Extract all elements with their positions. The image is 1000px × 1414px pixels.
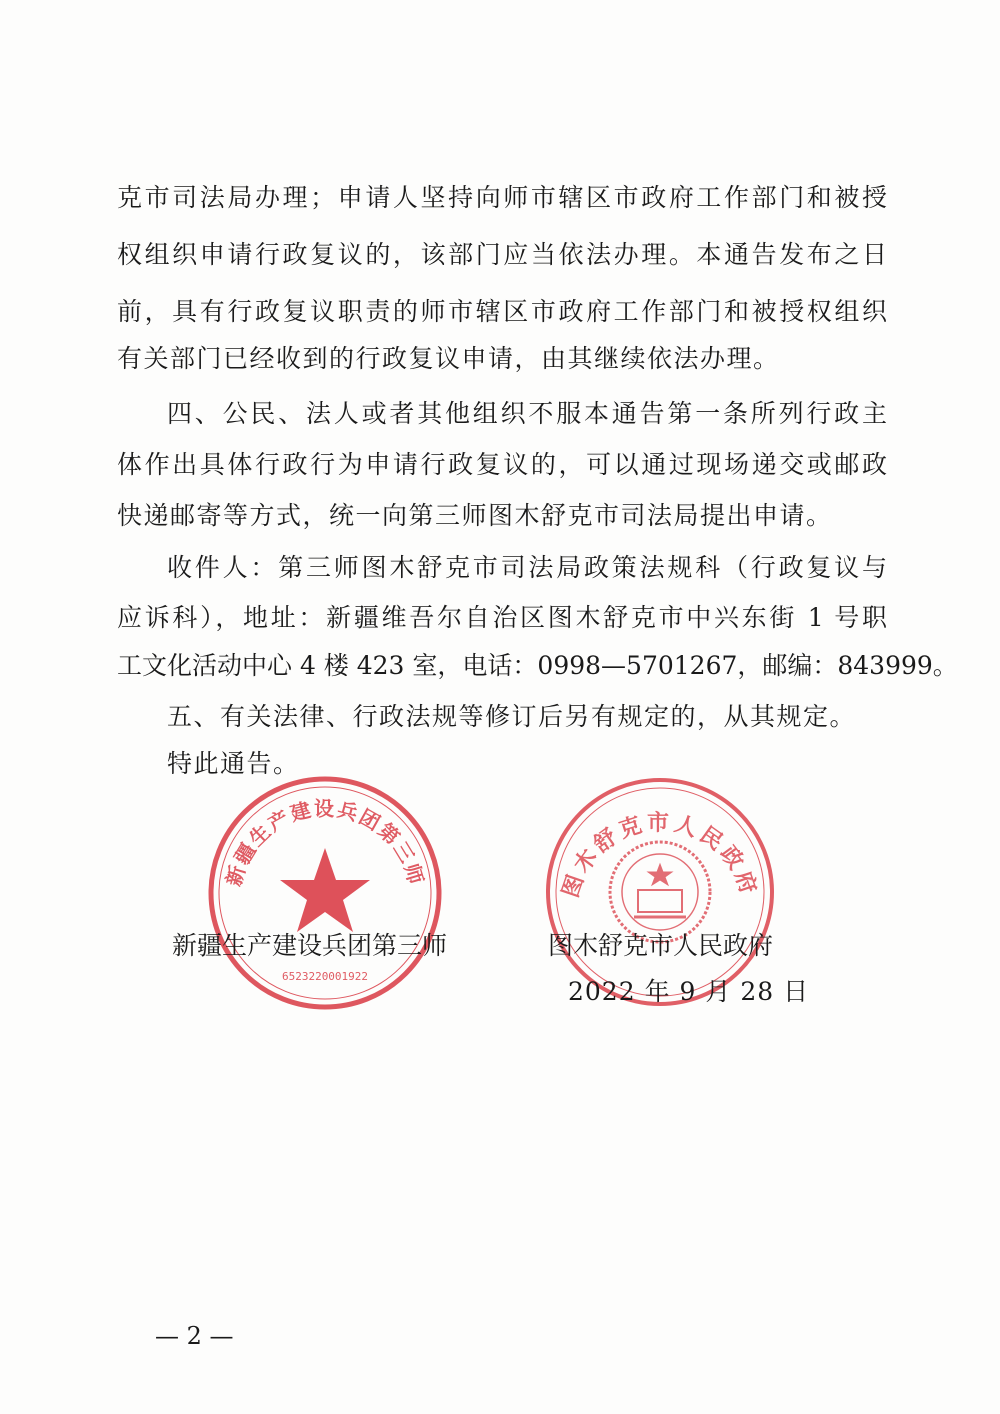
left-official-seal	[200, 768, 450, 1018]
body-line-7: 快递邮寄等方式，统一向第三师图木舒克市司法局提出申请。	[117, 501, 833, 530]
body-line-12: 特此通告。	[167, 749, 300, 778]
body-line-2: 权组织申请行政复议的，该部门应当依法办理。本通告发布之日	[117, 240, 887, 269]
left-seal-text: 新疆生产建设兵团第三师	[221, 796, 429, 889]
body-line-1: 克市司法局办理；申请人坚持向师市辖区市政府工作部门和被授	[117, 183, 887, 212]
body-line-9: 应诉科），地址：新疆维吾尔自治区图木舒克市中兴东街 1 号职	[117, 603, 887, 632]
body-line-6: 体作出具体行政行为申请行政复议的，可以通过现场递交或邮政	[117, 450, 887, 479]
left-seal-code: 6523220001922	[281, 970, 369, 983]
right-signature: 图木舒克市人民政府	[548, 931, 774, 960]
body-line-8: 收件人：第三师图木舒克市司法局政策法规科（行政复议与	[167, 553, 887, 582]
signature-date: 2022 年 9 月 28 日	[568, 977, 810, 1006]
body-line-11: 五、有关法律、行政法规等修订后另有规定的，从其规定。	[167, 702, 857, 731]
body-line-3: 前，具有行政复议职责的师市辖区市政府工作部门和被授权组织	[117, 297, 887, 326]
right-seal-text: 图木舒克市人民政府	[558, 810, 762, 901]
body-line-10: 工文化活动中心 4 楼 423 室，电话：0998—5701267，邮编：843999。	[117, 651, 958, 680]
body-line-5: 四、公民、法人或者其他组织不服本通告第一条所列行政主	[167, 399, 887, 428]
star-icon	[280, 848, 370, 932]
page-number: — 2 —	[155, 1322, 234, 1350]
body-line-4: 有关部门已经收到的行政复议申请，由其继续依法办理。	[117, 344, 780, 373]
left-signature: 新疆生产建设兵团第三师	[172, 931, 448, 960]
svg-text:图木舒克市人民政府	[558, 811, 762, 901]
